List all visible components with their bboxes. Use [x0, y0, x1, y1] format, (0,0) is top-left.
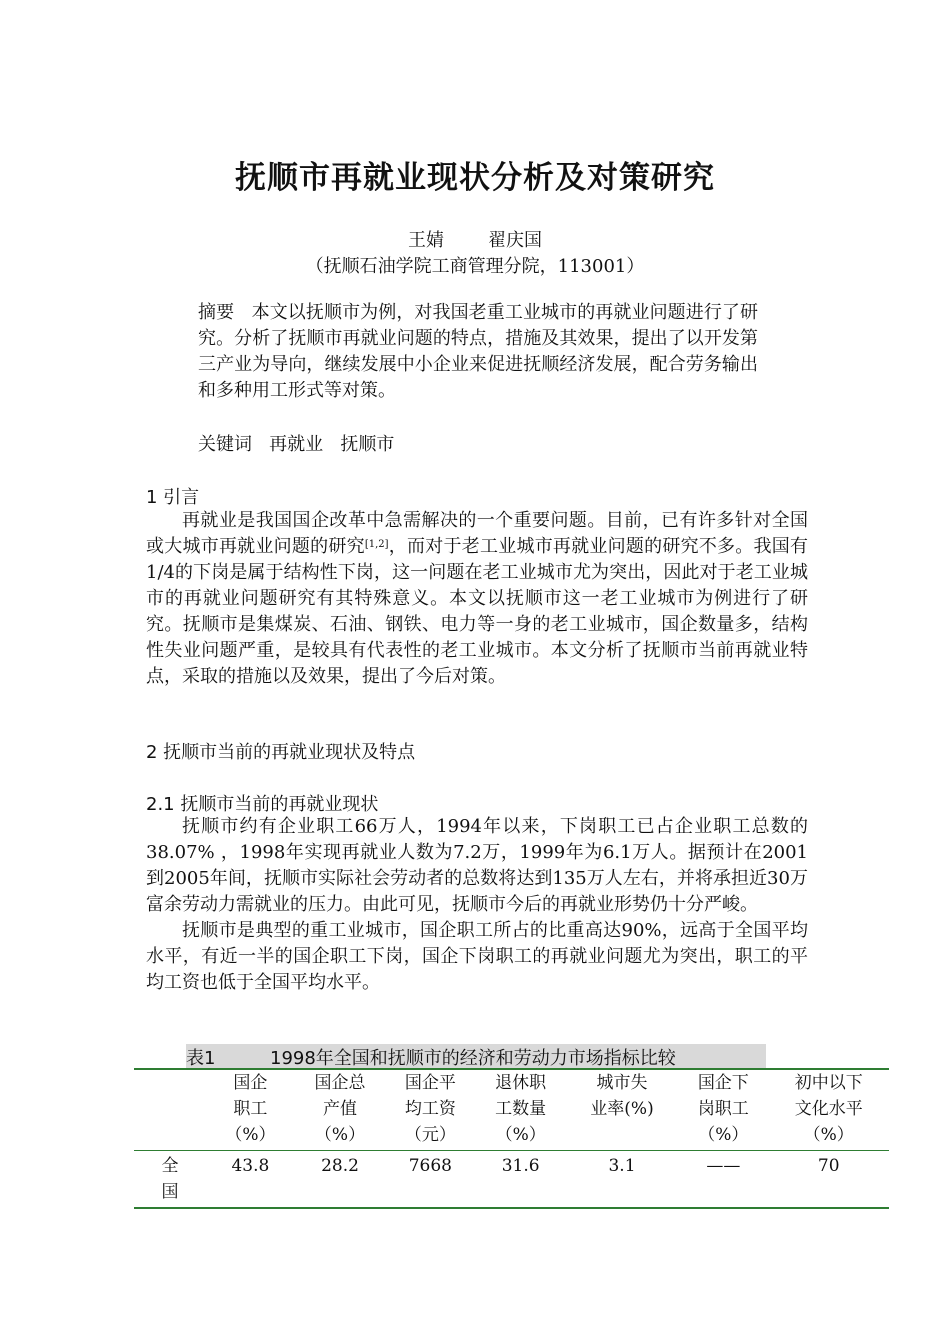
abstract-label: 摘要	[198, 302, 235, 323]
affiliation: （抚顺石油学院工商管理分院，113001）	[305, 256, 645, 277]
table-cell: 3.1	[566, 1151, 678, 1209]
subsection-heading: 2.1 抚顺市当前的再就业现状	[146, 794, 379, 815]
table-caption	[186, 1044, 766, 1070]
table-header-cell: 国企 职工 （%）	[206, 1069, 295, 1151]
table-row-label: 全 国	[134, 1151, 206, 1209]
author-line	[0, 226, 950, 252]
table-cell: 31.6	[476, 1151, 566, 1209]
paragraph-text: 再就业是我国国企改革中急需解决的一个重要问题。目前，已有许多针对全国或大城市再就业问题的研究	[146, 510, 808, 557]
table-cell: ——	[678, 1151, 768, 1209]
table-header-row	[134, 1069, 889, 1151]
section-heading: 1 引言	[146, 487, 200, 508]
table-header-cell: 国企平 均工资 （元）	[385, 1069, 475, 1151]
table-title: 1998年全国和抚顺市的经济和劳动力市场指标比较	[270, 1048, 676, 1069]
section-heading: 2 抚顺市当前的再就业现状及特点	[146, 742, 416, 763]
table-header-cell: 城市失 业率(%)	[566, 1069, 678, 1151]
table-header-cell	[134, 1069, 206, 1151]
author-name: 王婧	[408, 230, 444, 251]
data-table	[134, 1068, 889, 1209]
table-header-cell: 初中以下 文化水平 （%）	[768, 1069, 889, 1151]
abstract-block	[198, 300, 758, 404]
table-header-cell: 国企总 产值 （%）	[295, 1069, 385, 1151]
keyword: 抚顺市	[340, 434, 395, 455]
keywords-label: 关键词	[198, 434, 252, 455]
keywords-line	[198, 430, 394, 456]
paragraph	[146, 508, 808, 690]
citation: [1,2]	[364, 539, 389, 550]
table-cell: 7668	[385, 1151, 475, 1209]
paragraph: 抚顺市是典型的重工业城市，国企职工所占的比重高达90%，远高于全国平均水平，有近一半的国企职工下岗，国企下岗职工的再就业问题尤为突出，职工的平均工资也低于全国平均水平。	[146, 920, 808, 993]
section-body	[146, 508, 808, 690]
table-header-cell: 国企下 岗职工 （%）	[678, 1069, 768, 1151]
author-name: 翟庆国	[488, 230, 542, 251]
paper-title: 抚顺市再就业现状分析及对策研究	[235, 160, 715, 196]
paragraph: 抚顺市约有企业职工66万人，1994年以来，下岗职工已占企业职工总数的38.07% ，1998年实现再就业人数为7.2万，1999年为6.1万人。据预计在2001到2005年间，抚顺市实际社会劳动者的总数将达到135万人左右，并将承担近30万富余劳动力需就业的压力。由此可见，抚顺市今后的再就业形势仍十分严峻。	[146, 816, 808, 915]
table-header-cell: 退休职 工数量 （%）	[476, 1069, 566, 1151]
paragraph-text: ，而对于老工业城市再就业问题的研究不多。我国有1/4的下岗是属于结构性下岗，这一问题在老工业城市尤为突出，因此对于老工业城市的再就业问题研究有其特殊意义。本文以抚顺市这一老工业城市为例进行了研究。抚顺市是集煤炭、石油、钢铁、电力等一身的老工业城市，国企数量多，结构性失业问题严重，是较具有代表性的老工业城市。本文分析了抚顺市当前再就业特点，采取的措施以及效果，提出了今后对策。	[146, 536, 809, 687]
table-cell: 43.8	[206, 1151, 295, 1209]
abstract-text: 本文以抚顺市为例，对我国老重工业城市的再就业问题进行了研究。分析了抚顺市再就业问题的特点，措施及其效果，提出了以开发第三产业为导向，继续发展中小企业来促进抚顺经济发展，配合劳务输出和多种用工形式等对策。	[198, 302, 759, 401]
table-row	[134, 1151, 889, 1209]
keyword: 再就业	[269, 434, 324, 455]
table-cell: 70	[768, 1151, 889, 1209]
subsection-body	[146, 814, 808, 996]
table-cell: 28.2	[295, 1151, 385, 1209]
table-label: 表1	[186, 1048, 216, 1069]
